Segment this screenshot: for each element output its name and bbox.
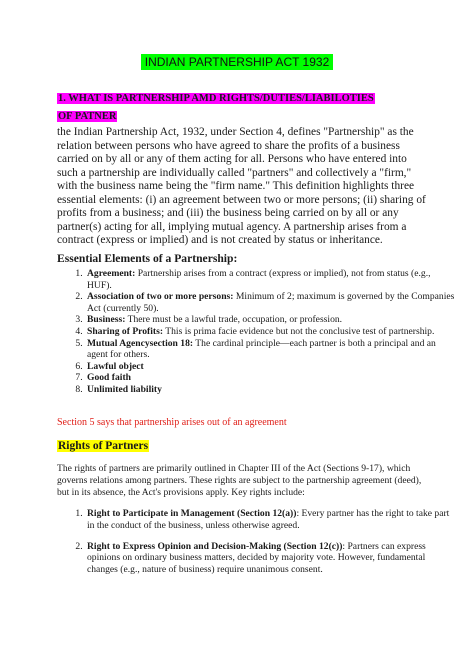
- section5-note: Section 5 says that partnership arises out of an agreement: [57, 417, 287, 428]
- item-term: Business:: [87, 314, 126, 326]
- item-text: This is prima facie evidence but not the conclusive test of partnership.: [163, 325, 435, 337]
- section-heading-line2: OF PATNER: [58, 111, 117, 122]
- rights-heading-container: [57, 436, 149, 454]
- section-heading-line1: 1. WHAT IS PARTNERSHIP AMD RIGHTS/DUTIES/LIABILOTIES: [58, 93, 374, 104]
- item-term: Sharing of Profits:: [87, 325, 164, 337]
- list-item: [85, 268, 455, 291]
- list-item: [85, 372, 455, 384]
- item-text: The cardinal principle—each partner is both a principal and an agent for others.: [87, 337, 436, 361]
- essential-elements-heading: Essential Elements of a Partnership:: [57, 252, 238, 265]
- rights-paragraph: The rights of partners are primarily outlined in Chapter III of the Act (Sections 9-17), which governs relations among partners. These rights are subject to the partnership agreement (deed), but in its absence, the Act's provisions apply. Key rights include:: [57, 463, 422, 498]
- list-item: [85, 384, 455, 396]
- document-title: INDIAN PARTNERSHIP ACT 1932: [141, 54, 334, 70]
- list-item: [85, 361, 455, 373]
- item-term: Association of two or more persons:: [87, 291, 234, 303]
- list-item: [85, 326, 455, 338]
- essential-elements-list: [57, 268, 455, 396]
- item-text: Minimum of 2; maximum is governed by the Companies Act (currently 50).: [87, 291, 455, 314]
- rights-list: [57, 508, 455, 585]
- list-item: [85, 291, 455, 314]
- title-container: [0, 53, 474, 71]
- definition-paragraph: the Indian Partnership Act, 1932, under Section 4, defines "Partnership" as the relation between persons who have agreed to share the profits of a business carried on by all or any of them acting for all. Persons who have entered into such a partnership are individually called "partners" and collectively a "firm," with the business name being the "firm name." This definition highlights three essential elements: (i) an agreement between two or more persons; (ii) sharing of profits from a business; and (iii) the business being carried on by all or any partner(s) acting for all, implying mutual agency. A partnership arises from a contract (express or implied) and is not created by status or inheritance.: [57, 126, 426, 246]
- rights-heading: Rights of Partners: [58, 440, 149, 452]
- list-item: [85, 508, 455, 532]
- item-text: There must be a lawful trade, occupation, or profession.: [125, 314, 343, 326]
- item-term: Right to Participate in Management (Section 12(a)): [87, 508, 297, 519]
- item-term: Good faith: [87, 372, 131, 384]
- item-text: Partnership arises from a contract (express or implied), not from status (e.g., HUF).: [87, 268, 431, 291]
- item-term: Agreement:: [87, 268, 136, 279]
- item-term: Right to Express Opinion and Decision-Making (Section 12(c)): [87, 540, 343, 552]
- item-text: : Every partner has the right to take part in the conduct of the business, unless otherwise agreed.: [87, 508, 450, 531]
- item-term: Unlimited liability: [87, 383, 162, 395]
- section-heading: [57, 88, 417, 124]
- list-item: [85, 541, 455, 576]
- list-item: [85, 338, 455, 361]
- item-term: Lawful object: [87, 360, 144, 372]
- item-term: Mutual Agencysection 18:: [87, 337, 194, 349]
- item-text: : Partners can express opinions on ordinary business matters, decided by majority vote. However, fundamental changes (e.g., nature of business) require unanimous consent.: [87, 540, 426, 576]
- list-item: [85, 314, 455, 326]
